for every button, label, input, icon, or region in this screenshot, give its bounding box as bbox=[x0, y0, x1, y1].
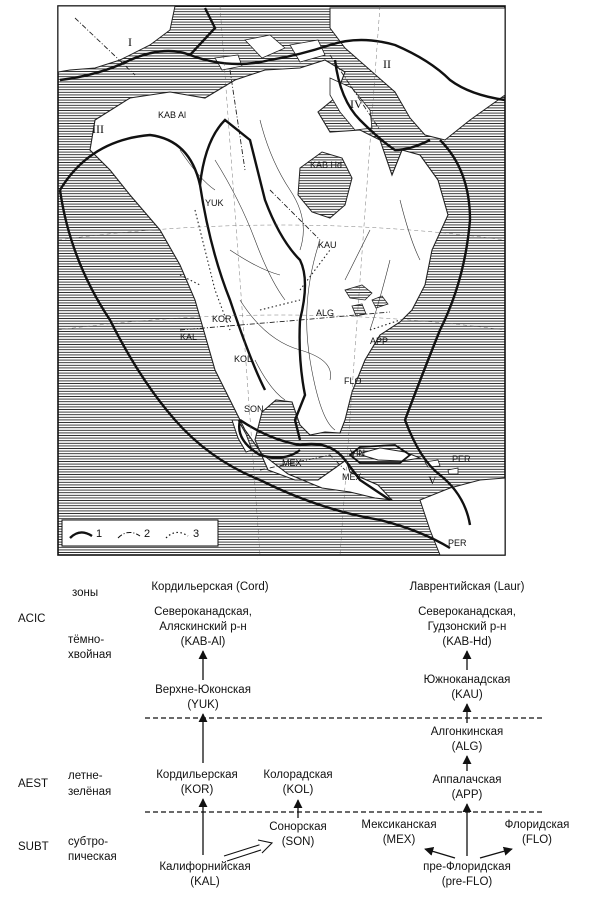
node-flo-line1: Флоридская bbox=[504, 819, 570, 831]
node-kol-line1: Колорадская bbox=[263, 769, 333, 781]
node-kor-line2: (KOR) bbox=[180, 784, 214, 796]
region-label-yuk: YUK bbox=[205, 198, 224, 208]
node-mex-line2: (MEX) bbox=[382, 834, 416, 846]
region-label-mex: MEX bbox=[282, 458, 302, 468]
level-code-aest: AEST bbox=[18, 778, 49, 790]
node-kab-hd-line3: (KAB-Hd) bbox=[442, 636, 492, 648]
level-code-subt: SUBT bbox=[18, 841, 49, 853]
level-code-acic: ACIC bbox=[18, 613, 46, 625]
region-label-son: SON bbox=[244, 404, 264, 414]
region-label-kor: KOR bbox=[212, 314, 232, 324]
zone-name-aest-2: зелёная bbox=[68, 786, 112, 798]
legend-label-1: 1 bbox=[96, 528, 103, 540]
zone-name-acic-2: хвойная bbox=[68, 649, 112, 661]
node-kal-line2: (KAL) bbox=[190, 876, 220, 888]
node-kal-line1: Калифорнийская bbox=[159, 861, 251, 873]
zone-label-III: III bbox=[92, 122, 104, 136]
node-kab-al-line1: Североканадская, bbox=[154, 606, 252, 618]
region-label-per: PER bbox=[452, 454, 471, 464]
region-label-alg: ALG bbox=[316, 308, 335, 318]
node-kab-al-line3: (KAB-Al) bbox=[180, 636, 226, 648]
region-label-flo: FLO bbox=[344, 376, 362, 386]
node-pre-flo-line2: (pre-FLO) bbox=[441, 876, 493, 888]
zone-label-I: I bbox=[128, 35, 132, 49]
region-label-kab-hd: KAB Hd bbox=[310, 160, 343, 170]
node-kau-line1: Южноканадская bbox=[423, 674, 511, 686]
node-kab-hd-line1: Североканадская, bbox=[418, 606, 516, 618]
region-label-app: APP bbox=[370, 336, 389, 346]
zone-name-subt-2: пическая bbox=[68, 851, 117, 863]
legend-label-3: 3 bbox=[193, 528, 200, 540]
node-kor-line1: Кордильерская bbox=[156, 769, 238, 781]
node-son-line1: Сонорская bbox=[269, 821, 327, 833]
zone-label-II: II bbox=[383, 57, 391, 71]
node-mex-line1: Мексиканская bbox=[361, 819, 437, 831]
node-alg-line2: (ALG) bbox=[451, 741, 483, 753]
zone-name-aest-1: летне- bbox=[68, 770, 103, 782]
node-son-line2: (SON) bbox=[281, 836, 315, 848]
node-yuk-line2: (YUK) bbox=[187, 699, 219, 711]
zone-name-subt-1: субтро- bbox=[68, 836, 109, 848]
map-legend bbox=[62, 520, 218, 546]
node-flo-line2: (FLO) bbox=[521, 834, 553, 846]
node-kab-hd-line2: Гудзонский р-н bbox=[427, 621, 507, 633]
header-laurentian: Лаврентийская (Laur) bbox=[409, 581, 525, 593]
arrow-pre-flo-to-mex bbox=[425, 849, 455, 858]
node-alg-line1: Алгонкинская bbox=[430, 726, 504, 738]
region-label-kau: KAU bbox=[318, 240, 337, 250]
legend-label-2: 2 bbox=[144, 528, 151, 540]
region-label-kal: KAL bbox=[180, 332, 198, 342]
node-kau-line2: (KAU) bbox=[451, 689, 483, 701]
region-label-kol: KOL bbox=[234, 354, 253, 364]
header-zones: зоны bbox=[72, 587, 99, 599]
header-cordilleran: Кордильерская (Cord) bbox=[151, 581, 269, 593]
node-kol-line2: (KOL) bbox=[282, 784, 314, 796]
region-label-per-2: PER bbox=[448, 538, 467, 548]
node-kab-al-line2: Аляскинский р-н bbox=[159, 621, 247, 633]
node-app-line1: Аппалачская bbox=[432, 774, 502, 786]
region-label-vin: VIN bbox=[350, 448, 366, 458]
node-pre-flo-line1: пре-Флоридская bbox=[423, 861, 511, 873]
arrow-pre-flo-to-flo bbox=[480, 849, 512, 858]
arrow-kal-to-son bbox=[224, 840, 272, 861]
node-app-line2: (APP) bbox=[451, 789, 483, 801]
floristic-scheme-diagram bbox=[0, 560, 590, 900]
zone-label-IV: IV bbox=[350, 97, 363, 111]
region-label-mex-2: MEX bbox=[342, 472, 362, 482]
zone-name-acic-1: тёмно- bbox=[68, 634, 105, 646]
region-label-kab-al: KAB Al bbox=[158, 110, 187, 120]
node-yuk-line1: Верхне-Юконская bbox=[155, 684, 251, 696]
zone-label-V: V bbox=[428, 473, 437, 487]
